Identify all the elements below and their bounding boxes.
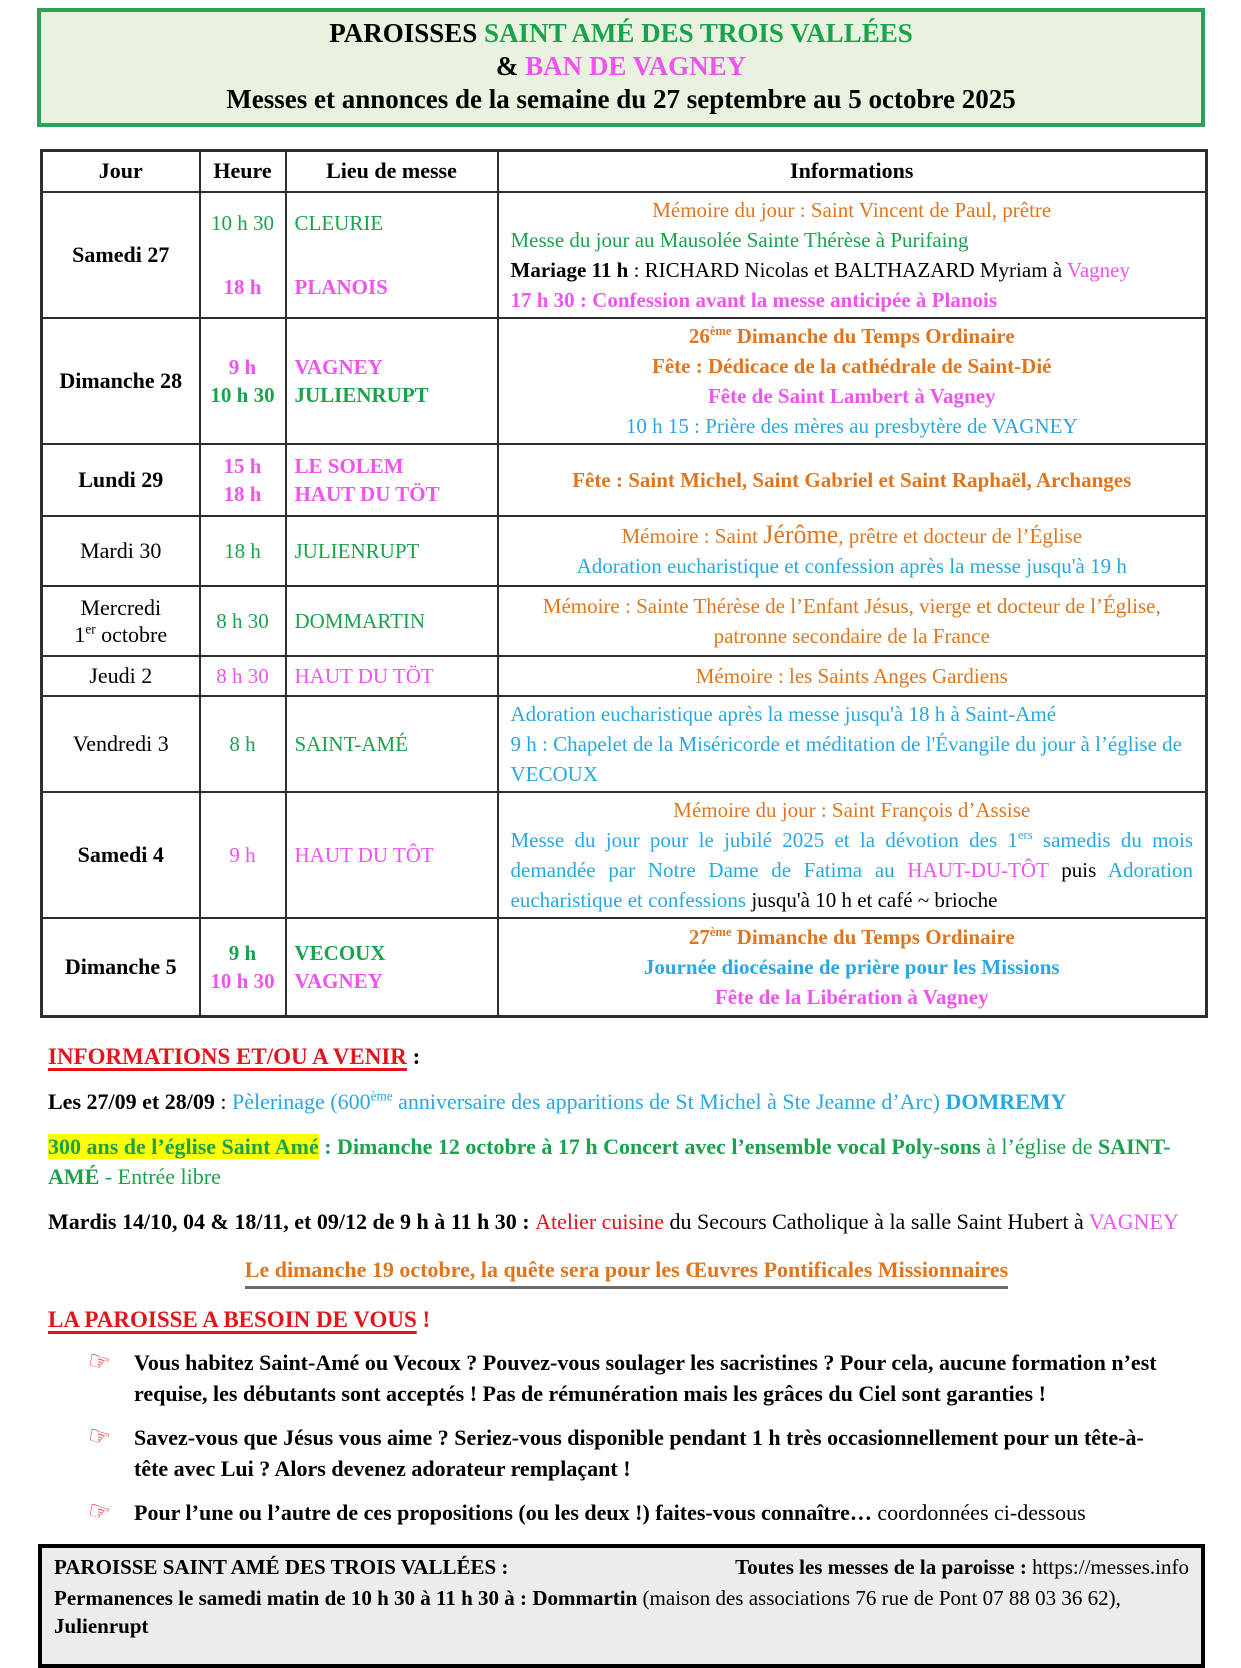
time-cell [200,696,286,792]
info-cell [498,792,1207,918]
info-segment: jusqu'à 10 h et café ~ brioche [751,887,998,912]
info-line [511,520,1194,551]
time-label: 10 h 30 [211,210,274,235]
info-line: Mémoire du jour : Saint Vincent de Paul, prêtre [652,197,1052,222]
place-label: VAGNEY [294,968,383,993]
info-segment: , prêtre et docteur de l’Église [838,524,1083,548]
bullet-text: Savez-vous que Jésus vous aime ? Seriez-vous disponible pendant 1 h très occasionnellement pour un tête-à-tête avec Lui ? Alors devenez adorateur remplaçant ! [134,1425,1144,1481]
info-line: Journée diocésaine de prière pour les Missions [643,954,1060,979]
day-cell: Dimanche 28 [42,318,200,444]
day-cell: Jeudi 2 [42,656,200,696]
day-cell [42,586,200,656]
time-label: 15 h [223,453,262,478]
info-segment: puis [1048,857,1108,882]
masses-url[interactable]: https://messes.info [1032,1555,1189,1579]
info-line: Mémoire : Sainte Thérèse de l’Enfant Jésus, vierge et docteur de l’Église, patronne secondaire de la France [542,593,1161,648]
info-cell [498,696,1207,792]
ordinal-superscript: ème [370,1088,393,1104]
pilgrimage-paragraph [48,1087,1205,1117]
footer-line2 [54,1584,1189,1640]
info-line: Fête : Dédicace de la cathédrale de Saint-Dié [652,353,1052,378]
time-label: 8 h [229,731,256,756]
place-cell [286,586,498,656]
info-line: Fête de Saint Lambert à Vagney [707,383,996,408]
place-label: JULIENRUPT [294,382,429,407]
separator: : [516,1209,536,1234]
time-cell [200,656,286,696]
ordinal-superscript: ème [709,323,732,338]
info-line: Adoration eucharistique après la messe jusqu'à 18 h à Saint-Amé [510,701,1057,726]
info-line [511,922,1194,952]
bullet-text [134,1497,1086,1528]
time-label: 9 h [228,354,257,379]
info-segment: samedis du mois demandée par Notre Dame de Fatima au [510,827,1193,882]
parish-contact-footer [38,1544,1205,1668]
place-label: JULIENRUPT [294,538,420,563]
place-cell [286,318,498,444]
concert-place: SAINT-AMÉ [48,1134,1171,1189]
time-cell [200,792,286,918]
info-line [511,321,1194,351]
permanences-place: Julienrupt [54,1614,149,1638]
time-cell [200,918,286,1017]
day-line: Mercredi [80,594,162,620]
concert-paragraph [48,1132,1205,1192]
info-segment: Adoration eucharistique et confessions [510,857,1193,912]
informations-heading-text: INFORMATIONS ET/OU A VENIR [48,1044,407,1069]
info-cell [498,586,1207,656]
info-line: Adoration eucharistique et confession après la messe jusqu'à 19 h [576,554,1127,578]
atelier-paragraph [48,1207,1205,1237]
info-segment: Vagney [1066,257,1130,282]
day-cell: Vendredi 3 [42,696,200,792]
footer-masses-info [735,1553,1189,1581]
info-line [511,255,1194,285]
day-line [47,621,195,648]
table-row [42,516,1207,586]
time-label: 9 h [228,940,257,965]
place-cell [286,192,498,318]
day-cell: Samedi 27 [42,192,200,318]
place-label: SAINT-AMÉ [294,731,409,756]
bullet-text-normal: coordonnées ci-dessous [871,1500,1086,1525]
info-line [511,825,1194,915]
bullet-text: Vous habitez Saint-Amé ou Vecoux ? Pouvez-vous soulager les sacristines ? Pour cela, aucune formation n’est requise, les débutants sont acceptés ! Pas de rémunération mais les grâces du Ciel sont garanties ! [134,1350,1157,1406]
time-label: 10 h 30 [210,968,275,993]
list-item [84,1422,1177,1484]
table-row [42,192,1207,318]
info-line: Mémoire du jour : Saint François d’Assise [673,797,1031,822]
day-cell: Lundi 29 [42,444,200,516]
ordinal-superscript: ers [1017,827,1033,842]
title-ampersand: & [495,51,526,81]
place-label: DOMMARTIN [294,608,426,633]
info-line: Messe du jour au Mausolée Sainte Thérèse à Purifaing [510,227,969,252]
anniversary-highlight: 300 ans de l’église Saint Amé [48,1134,319,1159]
atelier-place: VAGNEY [1088,1209,1179,1234]
place-label: HAUT DU TÔT [294,842,434,867]
mass-schedule-table [40,149,1208,1018]
pilgrimage-dates: Les 27/09 et 28/09 [48,1089,215,1114]
info-cell [498,656,1207,696]
permanences-address: (maison des associations 76 rue de Pont 07 88 03 36 62), [642,1586,1121,1610]
info-segment: Jérôme [763,520,839,549]
time-label: 9 h [229,842,256,867]
besoin-heading [48,1305,1205,1335]
ordinal-superscript: er [85,621,96,637]
time-label: 18 h [224,538,261,563]
separator: : [214,1089,232,1114]
permanences-place: Dommartin [532,1586,643,1610]
concert-entry: - Entrée libre [99,1164,221,1189]
day-cell: Dimanche 5 [42,918,200,1017]
bullet-text-bold: Pour l’une ou l’autre de ces propositions (ou les deux !) faites-vous connaître… [134,1500,872,1525]
pilgrimage-destination: DOMREMY [945,1089,1067,1114]
list-item [84,1347,1177,1409]
title-line1 [41,17,1201,50]
info-line: Fête : Saint Michel, Saint Gabriel et Saint Raphaël, Archanges [572,467,1132,492]
table-row [42,318,1207,444]
place-cell [286,656,498,696]
time-cell [200,318,286,444]
info-line: Fête de la Libération à Vagney [714,984,989,1009]
place-label: HAUT DU TÖT [294,481,440,506]
place-cell [286,696,498,792]
day-cell: Samedi 4 [42,792,200,918]
info-cell [498,918,1207,1017]
table-row [42,586,1207,656]
informations-heading-colon: : [406,1044,421,1069]
place-cell [286,792,498,918]
pilgrimage-text: anniversaire des apparitions de St Michel à Ste Jeanne d’Arc) [392,1089,946,1114]
besoin-bullet-list [84,1347,1177,1528]
info-cell [498,444,1207,516]
info-cell [498,516,1207,586]
manicule-icon: ☞ [84,1496,114,1529]
day-segment: 1 [74,621,86,647]
document-page [0,8,1241,1668]
place-cell [286,516,498,586]
informations-heading [48,1042,1205,1072]
col-header-lieu: Lieu de messe [286,151,498,192]
besoin-heading-text: LA PAROISSE A BESOIN DE VOUS [48,1307,417,1332]
table-header-row [42,151,1207,192]
info-cell [498,318,1207,444]
manicule-icon: ☞ [84,1346,114,1379]
atelier-label: Atelier cuisine [535,1209,664,1234]
informations-section [48,1042,1205,1528]
time-label: 8 h 30 [216,608,269,633]
masses-label: Toutes les messes de la paroisse : [735,1555,1033,1579]
place-label: VECOUX [294,940,386,965]
time-cell [200,192,286,318]
info-cell [498,192,1207,318]
time-cell [200,444,286,516]
permanences-text: Permanences le samedi matin de 10 h 30 à 11 h 30 à : [54,1586,533,1610]
info-segment: 26 [688,323,710,348]
besoin-heading-excl: ! [416,1307,431,1332]
title-box [37,8,1205,127]
time-label: 8 h 30 [216,663,269,688]
info-line: 17 h 30 : Confession avant la messe anticipée à Planois [510,287,998,312]
info-segment: Mémoire : Saint [621,524,764,548]
col-header-heure: Heure [200,151,286,192]
place-label: VAGNEY [294,354,383,379]
concert-text: : Dimanche 12 octobre à 17 h Concert avec l’ensemble vocal Poly-sons [318,1134,981,1159]
info-line: 10 h 15 : Prière des mères au presbytère de VAGNEY [625,413,1078,438]
title-paroisses: PAROISSES [329,18,485,48]
place-label: PLANOIS [294,274,388,299]
title-saint-ame: SAINT AMÉ DES TROIS VALLÉES [484,18,913,48]
info-line: Mémoire : les Saints Anges Gardiens [695,663,1008,688]
footer-line1 [54,1553,1189,1581]
list-item [84,1497,1177,1528]
info-segment: Mariage 11 h [510,257,629,282]
time-label: 18 h [223,481,262,506]
col-header-jour: Jour [42,151,200,192]
ordinal-superscript: ème [709,924,732,939]
place-label: LE SOLEM [294,453,404,478]
place-cell [286,918,498,1017]
time-label: 18 h [223,274,262,299]
place-label: HAUT DU TÖT [294,663,434,688]
title-ban-de-vagney: BAN DE VAGNEY [525,51,747,81]
time-cell [200,586,286,656]
table-row [42,696,1207,792]
title-line2 [41,50,1201,83]
title-subtitle: Messes et annonces de la semaine du 27 septembre au 5 octobre 2025 [226,84,1016,114]
time-label: 10 h 30 [210,382,275,407]
info-segment: Dimanche du Temps Ordinaire [731,924,1015,949]
info-segment: HAUT-DU-TÔT [907,857,1049,882]
time-cell [200,516,286,586]
place-label: CLEURIE [294,210,384,235]
day-segment: octobre [95,621,168,647]
manicule-icon: ☞ [84,1421,114,1454]
place-cell [286,444,498,516]
info-segment: : RICHARD Nicolas et BALTHAZARD Myriam à [628,257,1067,282]
info-segment: Messe du jour pour le jubilé 2025 et la dévotion des 1 [510,827,1018,852]
table-row [42,792,1207,918]
table-row [42,918,1207,1017]
atelier-dates: Mardis 14/10, 04 & 18/11, et 09/12 de 9 h à 11 h 30 [48,1209,517,1234]
table-row [42,444,1207,516]
pilgrimage-text: Pèlerinage (600 [231,1089,371,1114]
col-header-informations: Informations [498,151,1207,192]
collection-notice: Le dimanche 19 octobre, la quête sera pour les Œuvres Pontificales Missionnaires [245,1255,1008,1289]
atelier-text: du Secours Catholique à la salle Saint Hubert à [663,1209,1089,1234]
day-cell: Mardi 30 [42,516,200,586]
info-segment: Dimanche du Temps Ordinaire [731,323,1015,348]
info-line: 9 h : Chapelet de la Miséricorde et méditation de l'Évangile du jour à l’église de VECOUX [510,731,1182,786]
parish-name: PAROISSE SAINT AMÉ DES TROIS VALLÉES : [54,1555,509,1579]
info-segment: 27 [688,924,710,949]
table-row [42,656,1207,696]
concert-text: à l’église de [980,1134,1098,1159]
